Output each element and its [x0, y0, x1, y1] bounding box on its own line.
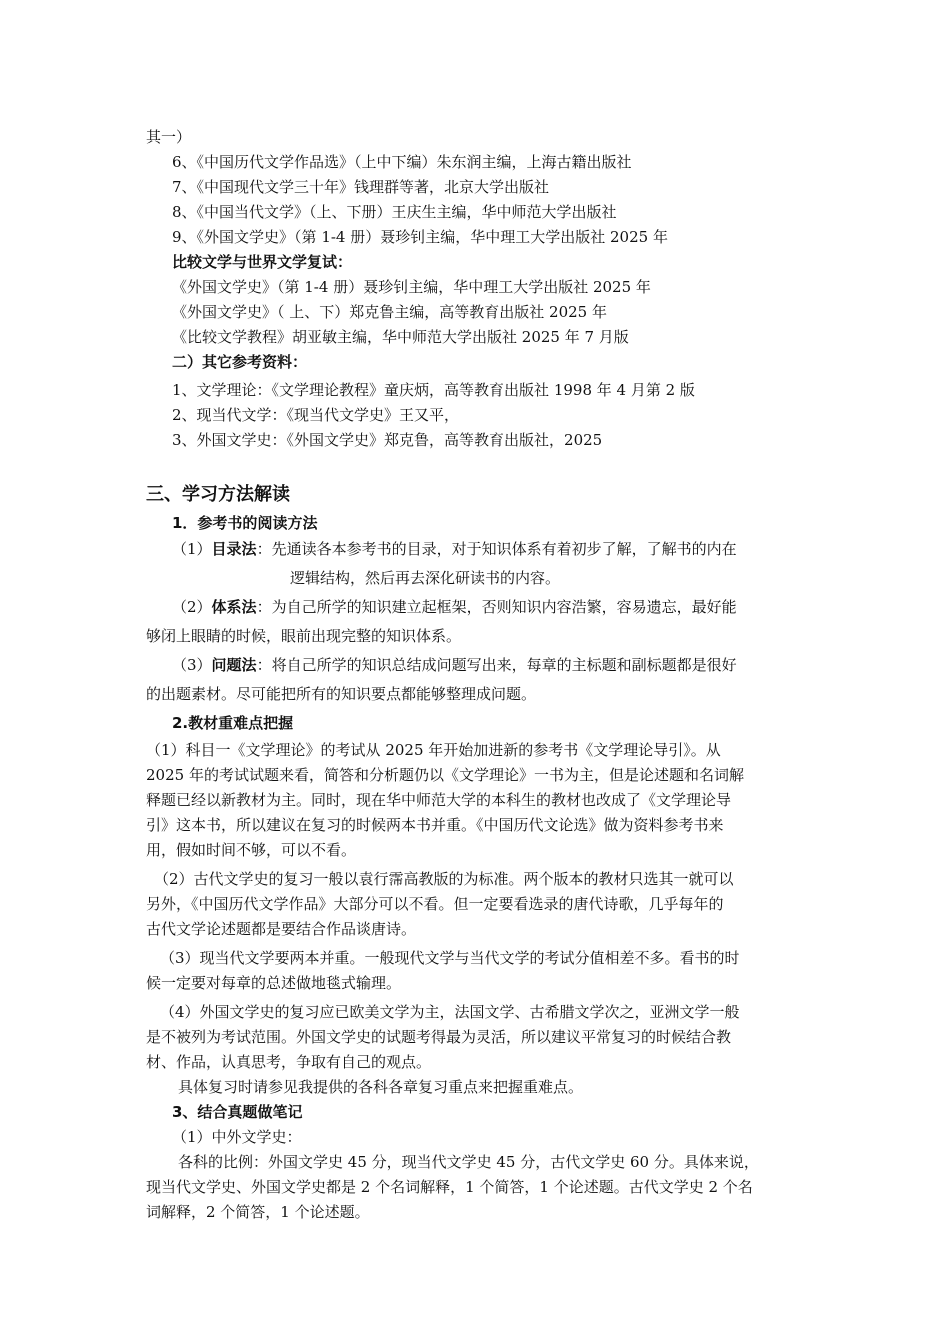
paragraph-line: 引》这本书，所以建议在复习的时候两本书并重。《中国历代文论选》做为资料参考书来	[146, 816, 724, 834]
paragraph-line: 释题已经以新教材为主。同时，现在华中师范大学的本科生的教材也改成了《文学理论导	[146, 791, 732, 809]
item-number: （3）	[172, 656, 212, 674]
list-item: 6、《中国历代文学作品选》（上中下编）朱东润主编，上海古籍出版社	[172, 153, 632, 171]
paragraph-line	[172, 598, 737, 616]
paragraph-line: 是不被列为考试范围。外国文学史的试题考得最为灵活，所以建议平常复习的时候结合教	[146, 1028, 732, 1046]
paragraph-line: 的出题素材。尽可能把所有的知识要点都能够整理成问题。	[146, 685, 537, 703]
list-item: 8、《中国当代文学》（上、下册）王庆生主编，华中师范大学出版社	[172, 203, 617, 221]
list-item: 7、《中国现代文学三十年》钱理群等著，北京大学出版社	[172, 178, 550, 196]
paragraph-line: 用，假如时间不够，可以不看。	[146, 841, 357, 859]
list-item: 《比较文学教程》胡亚敏主编，华中师范大学出版社 2025 年 7 月版	[172, 328, 629, 346]
section-heading: 比较文学与世界文学复试：	[172, 253, 353, 271]
paragraph-line: 逻辑结构，然后再去深化研读书的内容。	[290, 569, 561, 587]
paragraph-line: 2025 年的考试试题来看，简答和分析题仍以《文学理论》一书为主，但是论述题和名词解	[146, 766, 744, 784]
list-item: 《外国文学史》（ 上、下）郑克鲁主编，高等教育出版社 2025 年	[172, 303, 607, 321]
item-number: （1）	[172, 540, 212, 558]
paragraph-line	[172, 656, 737, 674]
paragraph-line: （1）科目一《文学理论》的考试从 2025 年开始加进新的参考书《文学理论导引》。从	[146, 741, 721, 759]
list-item: 《外国文学史》（第 1-4 册）聂珍钊主编，华中理工大学出版社 2025 年	[172, 278, 651, 296]
item-text: ：先通读各本参考书的目录，对于知识体系有着初步了解，了解书的内在	[256, 540, 737, 558]
text-line: 其一）	[146, 128, 192, 146]
paragraph-line: 够闭上眼睛的时候，眼前出现完整的知识体系。	[146, 627, 462, 645]
paragraph-line: 具体复习时请参见我提供的各科各章复习重点来把握重难点。	[178, 1078, 584, 1096]
list-item: 1、文学理论：《文学理论教程》童庆炳，高等教育出版社 1998 年 4 月第 2 版	[172, 381, 695, 399]
subsection-heading: 3、结合真题做笔记	[172, 1103, 303, 1121]
paragraph-line: 候一定要对每章的总述做地毯式输理。	[146, 974, 402, 992]
method-term: 体系法	[211, 598, 257, 616]
paragraph-line: （4）外国文学史的复习应已欧美文学为主，法国文学、古希腊文学次之，亚洲文学一般	[160, 1003, 740, 1021]
paragraph-line: 现当代文学史、外国文学史都是 2 个名词解释，1 个简答，1 个论述题。古代文学史 2 个名	[146, 1178, 753, 1196]
list-item: 2、现当代文学：《现当代文学史》王又平，	[172, 406, 460, 424]
section-heading: 二）其它参考资料：	[172, 353, 308, 371]
paragraph-line: 材、作品，认真思考，争取有自己的观点。	[146, 1053, 432, 1071]
method-term: 目录法	[211, 540, 257, 558]
list-item: 9、《外国文学史》（第 1-4 册）聂珍钊主编，华中理工大学出版社 2025 年	[172, 228, 668, 246]
paragraph-line: （1）中外文学史：	[172, 1128, 302, 1146]
paragraph-line: （2）古代文学史的复习一般以袁行霈高教版的为标准。两个版本的教材只选其一就可以	[154, 870, 734, 888]
item-text: ：将自己所学的知识总结成问题写出来，每章的主标题和副标题都是很好	[256, 656, 737, 674]
paragraph-line: 各科的比例：外国文学史 45 分，现当代文学史 45 分，古代文学史 60 分。具体来说，	[178, 1153, 759, 1171]
paragraph-line: 词解释，2 个简答，1 个论述题。	[146, 1203, 370, 1221]
list-item: 3、外国文学史：《外国文学史》郑克鲁，高等教育出版社，2025	[172, 431, 603, 449]
subsection-heading: 2.教材重难点把握	[172, 714, 294, 732]
paragraph-line: 古代文学论述题都是要结合作品谈唐诗。	[146, 920, 417, 938]
chapter-heading: 三、学习方法解读	[146, 484, 290, 505]
method-term: 问题法	[211, 656, 257, 674]
item-text: ：为自己所学的知识建立起框架，否则知识内容浩繁，容易遗忘，最好能	[256, 598, 737, 616]
subsection-heading: 1．参考书的阅读方法	[172, 514, 318, 532]
paragraph-line: 另外，《中国历代文学作品》大部分可以不看。但一定要看选录的唐代诗歌，几乎每年的	[146, 895, 724, 913]
item-number: （2）	[172, 598, 212, 616]
paragraph-line: （3）现当代文学要两本并重。一般现代文学与当代文学的考试分值相差不多。看书的时	[160, 949, 740, 967]
paragraph-line	[172, 540, 737, 558]
